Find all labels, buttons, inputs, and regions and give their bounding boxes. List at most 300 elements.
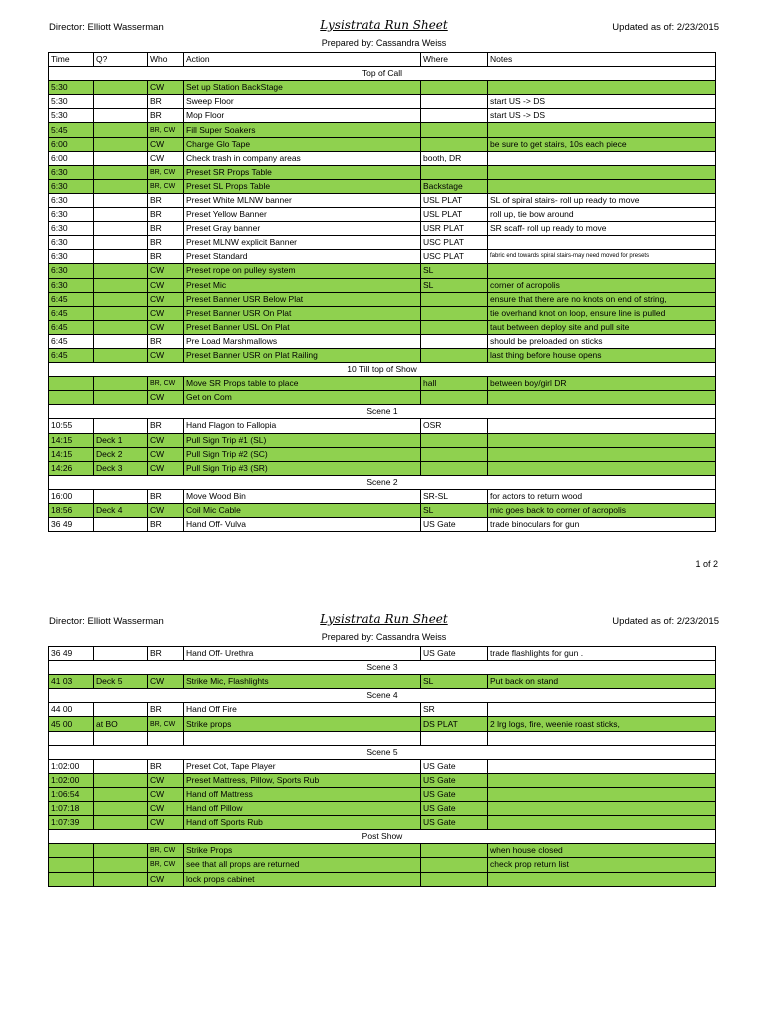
who-cell: CW xyxy=(148,675,184,689)
notes-cell xyxy=(488,773,716,787)
notes-cell xyxy=(488,151,716,165)
cue-cell xyxy=(94,858,148,872)
who-cell: CW xyxy=(148,81,184,95)
action-cell: Pull Sign Trip #3 (SR) xyxy=(184,461,421,475)
action-cell: Coil Mic Cable xyxy=(184,504,421,518)
where-cell xyxy=(421,320,488,334)
time-cell xyxy=(49,731,94,745)
who-cell: CW xyxy=(148,504,184,518)
time-cell: 36 49 xyxy=(49,647,94,661)
action-cell: Move Wood Bin xyxy=(184,489,421,503)
time-cell: 16:00 xyxy=(49,489,94,503)
notes-cell xyxy=(488,433,716,447)
table-row xyxy=(49,334,716,348)
action-cell: Sweep Floor xyxy=(184,95,421,109)
cue-cell xyxy=(94,137,148,151)
time-cell: 5:30 xyxy=(49,109,94,123)
cue-cell xyxy=(94,391,148,405)
section-label: Top of Call xyxy=(49,67,716,81)
table-row xyxy=(49,844,716,858)
who-cell: BR xyxy=(148,109,184,123)
action-cell: Preset Banner USR Below Plat xyxy=(184,292,421,306)
table-row xyxy=(49,208,716,222)
cue-cell xyxy=(94,95,148,109)
notes-cell: be sure to get stairs, 10s each piece xyxy=(488,137,716,151)
where-cell xyxy=(421,165,488,179)
cue-cell xyxy=(94,109,148,123)
cue-cell xyxy=(94,647,148,661)
where-cell xyxy=(421,433,488,447)
table-row xyxy=(49,250,716,264)
cue-cell xyxy=(94,872,148,886)
cue-cell xyxy=(94,731,148,745)
where-cell: US Gate xyxy=(421,787,488,801)
who-cell: CW xyxy=(148,320,184,334)
cue-cell xyxy=(94,222,148,236)
cue-cell xyxy=(94,703,148,717)
action-cell: Mop Floor xyxy=(184,109,421,123)
time-cell: 6:30 xyxy=(49,236,94,250)
table-row xyxy=(49,773,716,787)
cue-cell xyxy=(94,787,148,801)
section-label: Scene 4 xyxy=(49,689,716,703)
who-cell: CW xyxy=(148,447,184,461)
time-cell: 6:30 xyxy=(49,193,94,207)
cue-cell xyxy=(94,844,148,858)
notes-cell xyxy=(488,802,716,816)
table-row xyxy=(49,419,716,433)
action-cell: Get on Com xyxy=(184,391,421,405)
action-cell: Hand Off Fire xyxy=(184,703,421,717)
table-row xyxy=(49,137,716,151)
action-cell: Strike props xyxy=(184,717,421,731)
updated-date: Updated as of: 2/23/2015 xyxy=(612,616,719,627)
where-cell: DS PLAT xyxy=(421,717,488,731)
cue-cell xyxy=(94,816,148,830)
table-row xyxy=(49,81,716,95)
updated-date: Updated as of: 2/23/2015 xyxy=(612,22,719,33)
time-cell: 44 00 xyxy=(49,703,94,717)
action-cell: Preset Banner USL On Plat xyxy=(184,320,421,334)
where-cell xyxy=(421,109,488,123)
time-cell: 5:30 xyxy=(49,81,94,95)
who-cell: BR, CW xyxy=(148,123,184,137)
section-row xyxy=(49,475,716,489)
table-row xyxy=(49,179,716,193)
who-cell xyxy=(148,731,184,745)
who-cell: BR, CW xyxy=(148,717,184,731)
column-header: Action xyxy=(184,53,421,67)
table-row xyxy=(49,151,716,165)
cue-cell xyxy=(94,377,148,391)
sheet-title: Lysistrata Run Sheet xyxy=(320,18,448,32)
time-cell: 6:30 xyxy=(49,264,94,278)
notes-cell: mic goes back to corner of acropolis xyxy=(488,504,716,518)
who-cell: BR, CW xyxy=(148,377,184,391)
notes-cell: taut between deploy site and pull site xyxy=(488,320,716,334)
cue-cell: Deck 4 xyxy=(94,504,148,518)
sheet-title: Lysistrata Run Sheet xyxy=(320,612,448,626)
cue-cell xyxy=(94,264,148,278)
where-cell: USL PLAT xyxy=(421,208,488,222)
table-row xyxy=(49,222,716,236)
where-cell: US Gate xyxy=(421,759,488,773)
notes-cell: tie overhand knot on loop, ensure line is pulled xyxy=(488,306,716,320)
action-cell: Hand off Sports Rub xyxy=(184,816,421,830)
table-row xyxy=(49,95,716,109)
action-cell: Move SR Props table to place xyxy=(184,377,421,391)
cue-cell xyxy=(94,348,148,362)
notes-cell: for actors to return wood xyxy=(488,489,716,503)
where-cell: SL xyxy=(421,675,488,689)
time-cell xyxy=(49,844,94,858)
action-cell: Pull Sign Trip #2 (SC) xyxy=(184,447,421,461)
where-cell xyxy=(421,137,488,151)
notes-cell: fabric end towards spiral stairs-may need moved for presets xyxy=(488,250,716,264)
where-cell xyxy=(421,844,488,858)
page-header xyxy=(0,0,768,52)
table-row xyxy=(49,278,716,292)
where-cell xyxy=(421,95,488,109)
cue-cell xyxy=(94,773,148,787)
who-cell: CW xyxy=(148,391,184,405)
time-cell xyxy=(49,377,94,391)
notes-cell: last thing before house opens xyxy=(488,348,716,362)
cue-cell xyxy=(94,165,148,179)
action-cell: Hand off Pillow xyxy=(184,802,421,816)
table-row xyxy=(49,433,716,447)
where-cell xyxy=(421,391,488,405)
run-sheet-table xyxy=(48,52,716,532)
where-cell xyxy=(421,348,488,362)
notes-cell xyxy=(488,264,716,278)
cue-cell xyxy=(94,489,148,503)
director-label: Director: Elliott Wasserman xyxy=(49,22,164,33)
time-cell: 6:30 xyxy=(49,165,94,179)
time-cell: 14:15 xyxy=(49,433,94,447)
where-cell xyxy=(421,123,488,137)
cue-cell xyxy=(94,123,148,137)
time-cell: 1:07:18 xyxy=(49,802,94,816)
who-cell: BR xyxy=(148,334,184,348)
where-cell xyxy=(421,334,488,348)
cue-cell: Deck 2 xyxy=(94,447,148,461)
notes-cell xyxy=(488,872,716,886)
section-row xyxy=(49,661,716,675)
action-cell: Hand off Mattress xyxy=(184,787,421,801)
table-row xyxy=(49,447,716,461)
section-label: 10 Till top of Show xyxy=(49,363,716,377)
notes-cell xyxy=(488,81,716,95)
time-cell: 6:45 xyxy=(49,348,94,362)
notes-cell: SL of spiral stairs- roll up ready to move xyxy=(488,193,716,207)
time-cell: 10:55 xyxy=(49,419,94,433)
where-cell: hall xyxy=(421,377,488,391)
time-cell: 45 00 xyxy=(49,717,94,731)
table-row xyxy=(49,717,716,731)
table-row xyxy=(49,703,716,717)
page-header xyxy=(0,594,768,646)
who-cell: CW xyxy=(148,802,184,816)
action-cell: Pull Sign Trip #1 (SL) xyxy=(184,433,421,447)
section-label: Scene 1 xyxy=(49,405,716,419)
where-cell: USL PLAT xyxy=(421,193,488,207)
who-cell: CW xyxy=(148,292,184,306)
section-label: Scene 2 xyxy=(49,475,716,489)
table-row xyxy=(49,320,716,334)
action-cell: Preset Gray banner xyxy=(184,222,421,236)
notes-cell: should be preloaded on sticks xyxy=(488,334,716,348)
prepared-by: Prepared by: Cassandra Weiss xyxy=(321,38,447,48)
who-cell: CW xyxy=(148,787,184,801)
who-cell: CW xyxy=(148,348,184,362)
where-cell: SR xyxy=(421,703,488,717)
cue-cell xyxy=(94,151,148,165)
cue-cell: Deck 3 xyxy=(94,461,148,475)
where-cell: SL xyxy=(421,264,488,278)
time-cell: 14:15 xyxy=(49,447,94,461)
table-row xyxy=(49,872,716,886)
where-cell: OSR xyxy=(421,419,488,433)
notes-cell xyxy=(488,703,716,717)
table-row xyxy=(49,109,716,123)
table-row xyxy=(49,731,716,745)
action-cell: Preset Mic xyxy=(184,278,421,292)
who-cell: BR xyxy=(148,222,184,236)
table-row xyxy=(49,489,716,503)
where-cell: USC PLAT xyxy=(421,250,488,264)
cue-cell xyxy=(94,802,148,816)
table-row xyxy=(49,858,716,872)
action-cell: Hand Off- Urethra xyxy=(184,647,421,661)
table-row xyxy=(49,675,716,689)
who-cell: BR xyxy=(148,193,184,207)
notes-cell xyxy=(488,816,716,830)
cue-cell xyxy=(94,179,148,193)
cue-cell: Deck 5 xyxy=(94,675,148,689)
notes-cell: start US -> DS xyxy=(488,109,716,123)
where-cell: US Gate xyxy=(421,802,488,816)
where-cell: booth, DR xyxy=(421,151,488,165)
time-cell: 1:07:39 xyxy=(49,816,94,830)
notes-cell: ensure that there are no knots on end of string, xyxy=(488,292,716,306)
where-cell: SL xyxy=(421,504,488,518)
where-cell xyxy=(421,872,488,886)
table-row xyxy=(49,802,716,816)
who-cell: CW xyxy=(148,151,184,165)
cue-cell xyxy=(94,334,148,348)
cue-cell xyxy=(94,759,148,773)
notes-cell: corner of acropolis xyxy=(488,278,716,292)
time-cell: 6:30 xyxy=(49,278,94,292)
time-cell: 18:56 xyxy=(49,504,94,518)
who-cell: BR, CW xyxy=(148,179,184,193)
action-cell: lock props cabinet xyxy=(184,872,421,886)
cue-cell xyxy=(94,278,148,292)
where-cell: US Gate xyxy=(421,773,488,787)
section-row xyxy=(49,405,716,419)
where-cell: US Gate xyxy=(421,647,488,661)
section-label: Post Show xyxy=(49,830,716,844)
time-cell: 5:45 xyxy=(49,123,94,137)
cue-cell xyxy=(94,419,148,433)
table-row xyxy=(49,193,716,207)
time-cell: 14:26 xyxy=(49,461,94,475)
who-cell: BR xyxy=(148,208,184,222)
time-cell: 6:30 xyxy=(49,222,94,236)
cue-cell xyxy=(94,193,148,207)
notes-cell xyxy=(488,123,716,137)
cue-cell xyxy=(94,250,148,264)
notes-cell: SR scaff- roll up ready to move xyxy=(488,222,716,236)
where-cell xyxy=(421,731,488,745)
section-label: Scene 5 xyxy=(49,745,716,759)
table-row xyxy=(49,348,716,362)
action-cell: Pre Load Marshmallows xyxy=(184,334,421,348)
who-cell: CW xyxy=(148,433,184,447)
where-cell: USC PLAT xyxy=(421,236,488,250)
where-cell: SR-SL xyxy=(421,489,488,503)
action-cell: Preset SL Props Table xyxy=(184,179,421,193)
table-row xyxy=(49,816,716,830)
column-header-row xyxy=(49,53,716,67)
table-row xyxy=(49,787,716,801)
notes-cell xyxy=(488,236,716,250)
table-row xyxy=(49,306,716,320)
who-cell: BR xyxy=(148,236,184,250)
notes-cell: start US -> DS xyxy=(488,95,716,109)
who-cell: BR xyxy=(148,703,184,717)
action-cell: Set up Station BackStage xyxy=(184,81,421,95)
table-row xyxy=(49,518,716,532)
notes-cell xyxy=(488,759,716,773)
notes-cell: trade flashlights for gun . xyxy=(488,647,716,661)
notes-cell xyxy=(488,461,716,475)
action-cell: Hand Off- Vulva xyxy=(184,518,421,532)
action-cell: Preset Cot, Tape Player xyxy=(184,759,421,773)
action-cell: Fill Super Soakers xyxy=(184,123,421,137)
column-header: Who xyxy=(148,53,184,67)
time-cell: 6:45 xyxy=(49,334,94,348)
time-cell: 41 03 xyxy=(49,675,94,689)
where-cell xyxy=(421,461,488,475)
section-label: Scene 3 xyxy=(49,661,716,675)
who-cell: BR, CW xyxy=(148,165,184,179)
cue-cell: Deck 1 xyxy=(94,433,148,447)
notes-cell: trade binoculars for gun xyxy=(488,518,716,532)
cue-cell: at BO xyxy=(94,717,148,731)
page-number: 1 of 2 xyxy=(695,559,718,569)
section-row xyxy=(49,67,716,81)
notes-cell xyxy=(488,731,716,745)
notes-cell xyxy=(488,179,716,193)
where-cell xyxy=(421,81,488,95)
where-cell: USR PLAT xyxy=(421,222,488,236)
time-cell: 1:02:00 xyxy=(49,773,94,787)
cue-cell xyxy=(94,292,148,306)
who-cell: CW xyxy=(148,137,184,151)
where-cell xyxy=(421,292,488,306)
where-cell: US Gate xyxy=(421,518,488,532)
table-row xyxy=(49,759,716,773)
action-cell: Hand Flagon to Fallopia xyxy=(184,419,421,433)
time-cell: 6:00 xyxy=(49,137,94,151)
notes-cell: between boy/girl DR xyxy=(488,377,716,391)
who-cell: BR, CW xyxy=(148,844,184,858)
time-cell: 36 49 xyxy=(49,518,94,532)
table-row xyxy=(49,264,716,278)
run-sheet-table xyxy=(48,646,716,887)
who-cell: BR xyxy=(148,759,184,773)
who-cell: BR xyxy=(148,518,184,532)
time-cell: 6:45 xyxy=(49,292,94,306)
table-row xyxy=(49,165,716,179)
prepared-by: Prepared by: Cassandra Weiss xyxy=(321,632,447,642)
notes-cell: when house closed xyxy=(488,844,716,858)
time-cell: 6:30 xyxy=(49,208,94,222)
table-row xyxy=(49,504,716,518)
action-cell: Preset Banner USR On Plat xyxy=(184,306,421,320)
time-cell xyxy=(49,391,94,405)
time-cell xyxy=(49,858,94,872)
time-cell: 1:06:54 xyxy=(49,787,94,801)
notes-cell xyxy=(488,165,716,179)
action-cell: Charge Glo Tape xyxy=(184,137,421,151)
action-cell xyxy=(184,731,421,745)
where-cell xyxy=(421,858,488,872)
cue-cell xyxy=(94,236,148,250)
cue-cell xyxy=(94,320,148,334)
who-cell: CW xyxy=(148,264,184,278)
action-cell: Strike Props xyxy=(184,844,421,858)
notes-cell xyxy=(488,787,716,801)
column-header: Time xyxy=(49,53,94,67)
time-cell: 6:45 xyxy=(49,306,94,320)
time-cell: 6:30 xyxy=(49,179,94,193)
where-cell xyxy=(421,306,488,320)
who-cell: CW xyxy=(148,816,184,830)
notes-cell xyxy=(488,447,716,461)
action-cell: Preset Standard xyxy=(184,250,421,264)
action-cell: Check trash in company areas xyxy=(184,151,421,165)
table-row xyxy=(49,377,716,391)
column-header: Where xyxy=(421,53,488,67)
who-cell: BR xyxy=(148,489,184,503)
section-row xyxy=(49,689,716,703)
where-cell xyxy=(421,447,488,461)
table-row xyxy=(49,461,716,475)
notes-cell xyxy=(488,391,716,405)
who-cell: BR xyxy=(148,647,184,661)
table-row xyxy=(49,123,716,137)
where-cell: US Gate xyxy=(421,816,488,830)
who-cell: CW xyxy=(148,773,184,787)
time-cell: 6:45 xyxy=(49,320,94,334)
section-row xyxy=(49,830,716,844)
action-cell: Strike Mic, Flashlights xyxy=(184,675,421,689)
cue-cell xyxy=(94,208,148,222)
section-row xyxy=(49,363,716,377)
section-row xyxy=(49,745,716,759)
column-header: Q? xyxy=(94,53,148,67)
time-cell: 6:30 xyxy=(49,250,94,264)
who-cell: BR xyxy=(148,419,184,433)
time-cell: 6:00 xyxy=(49,151,94,165)
table-row xyxy=(49,292,716,306)
who-cell: BR xyxy=(148,250,184,264)
who-cell: CW xyxy=(148,306,184,320)
time-cell: 1:02:00 xyxy=(49,759,94,773)
